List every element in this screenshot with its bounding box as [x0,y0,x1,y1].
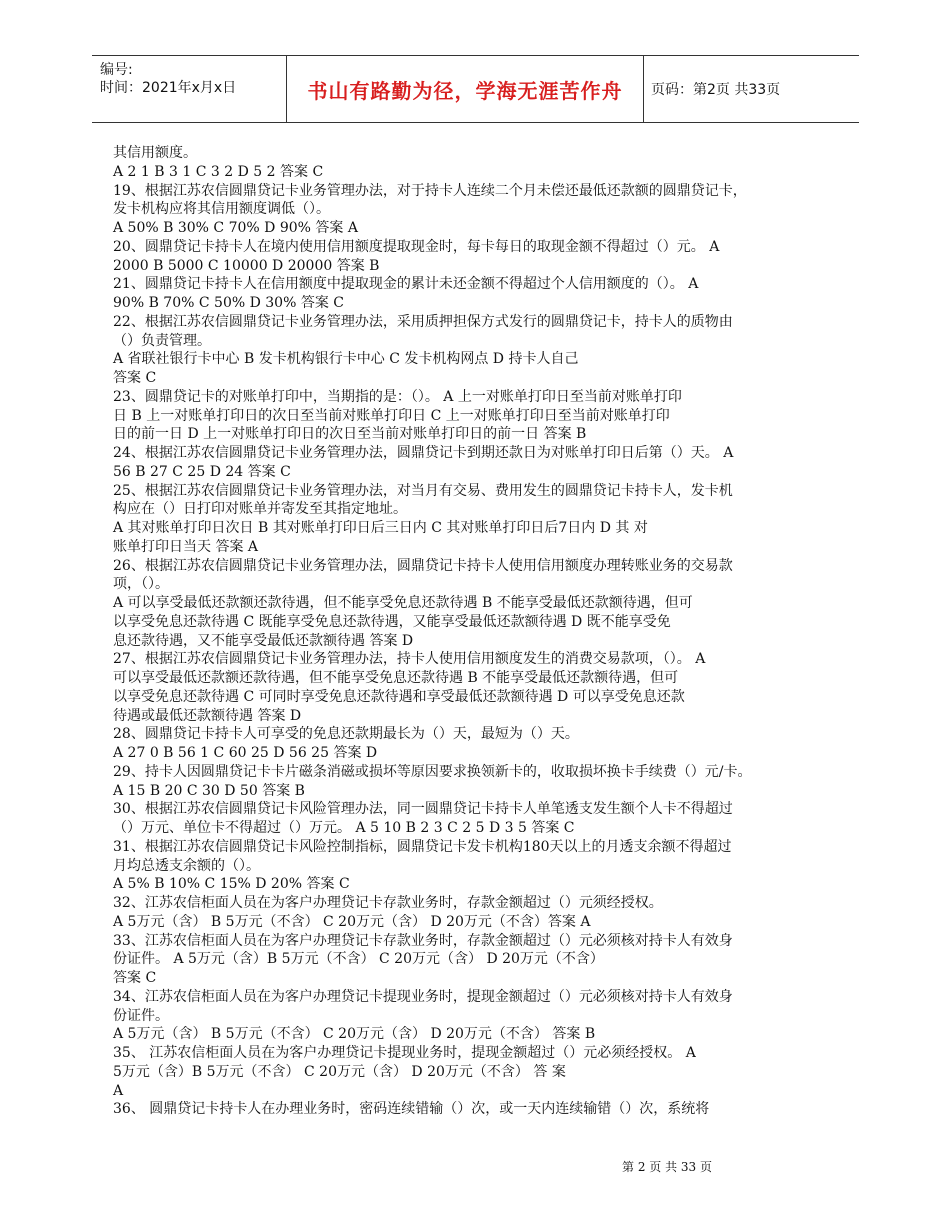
text-line: 构应在（）日打印对账单并寄发至其指定地址。 [113,501,407,518]
text-line: 待遇或最低还款额待遇 答案 D [113,707,302,724]
text-line: 日的前一日 D 上一对账单打印日的次日至当前对账单打印日的前一日 答案 B [113,426,587,443]
text-line: 月均总透支余额的（）。 [113,857,260,874]
text-line: 2000 B 5000 C 10000 D 20000 答案 B [113,257,380,274]
text-line: 以享受免息还款待遇 C 可同时享受免息还款待遇和享受最低还款额待遇 D 可以享受免息还款 [113,688,685,705]
header-motto: 书山有路勤为径，学海无涯苦作舟 [307,78,623,103]
text-line: A 其对账单打印日次日 B 其对账单打印日后三日内 C 其对账单打印日后7日内 D 其 对 [113,520,648,536]
text-line: 22、根据江苏农信圆鼎贷记卡业务管理办法，采用质押担保方式发行的圆鼎贷记卡，持卡人的质物由 [113,313,733,330]
text-line: 账单打印日当天 答案 A [113,538,259,555]
text-line: A 50% B 30% C 70% D 90% 答案 A [113,220,358,236]
text-line: 5万元（含）B 5万元（不含） C 20万元（含） D 20万元（不含） 答 案 [113,1063,566,1080]
text-line: （）万元、单位卡不得超过（）万元。 A 5 10 B 2 3 C 2 5 D 3 5 答案 C [113,820,575,836]
text-line: 其信用额度。 [113,145,197,161]
text-line: 份证件。 A 5万元（含）B 5万元（不含） C 20万元（含） D 20万元（不含） [113,951,604,968]
text-line: 26、根据江苏农信圆鼎贷记卡业务管理办法，圆鼎贷记卡持卡人使用信用额度办理转账业务的交易款 [113,557,733,574]
text-line: 发卡机构应将其信用额度调低（）。 [113,201,330,218]
text-line: 项，（）。 [113,576,169,593]
text-line: A 5万元（含） B 5万元（不含） C 20万元（含） D 20万元（不含） 答案 B [113,1026,596,1043]
header-motto-cell [286,56,644,122]
text-line: 份证件。 [113,1007,169,1024]
text-line: 34、江苏农信柜面人员在为客户办理贷记卡提现业务时，提现金额超过（）元必须核对持卡人有效身 [113,988,733,1005]
text-line: A 5% B 10% C 15% D 20% 答案 C [113,876,350,893]
text-line: 32、江苏农信柜面人员在为客户办理贷记卡存款业务时，存款金额超过（）元须经授权。 [113,895,663,911]
text-line: 息还款待遇，又不能享受最低还款额待遇 答案 D [113,632,414,649]
text-line: 90% B 70% C 50% D 30% 答案 C [113,295,345,311]
text-line: 答案 C [113,370,157,386]
text-line: 日 B 上一对账单打印日的次日至当前对账单打印日 C 上一对账单打印日至当前对账单打印 [113,407,670,424]
text-line: 以享受免息还款待遇 C 既能享受免息还款待遇，又能享受最低还款额待遇 D 既不能享受免 [113,613,671,630]
text-line: 35、 江苏农信柜面人员在为客户办理贷记卡提现业务时，提现金额超过（）元必须经授权。 A [113,1045,696,1061]
text-line: 27、根据江苏农信圆鼎贷记卡业务管理办法，持卡人使用信用额度发生的消费交易款项，（）。 A [113,651,706,668]
text-line: A [113,1082,124,1099]
text-line: （）负责管理。 [113,332,211,349]
text-line: A 2 1 B 3 1 C 3 2 D 5 2 答案 C [113,163,324,180]
text-line: 19、根据江苏农信圆鼎贷记卡业务管理办法，对于持卡人连续二个月未偿还最低还款额的圆鼎贷记卡， [113,182,747,199]
document-code-label: 编号: [100,62,133,78]
text-line: A 27 0 B 56 1 C 60 25 D 56 25 答案 D [113,745,378,761]
text-line: 29、持卡人因圆鼎贷记卡卡片磁条消磁或损坏等原因要求换领新卡的，收取损坏换卡手续费（）元/卡。 [113,763,752,780]
page-footer [0,1158,950,1175]
text-line: A 5万元（含） B 5万元（不含） C 20万元（含） D 20万元（不含）答案 A [113,913,591,930]
text-line: A 省联社银行卡中心 B 发卡机构银行卡中心 C 发卡机构网点 D 持卡人自己 [113,351,579,368]
text-line: 可以享受最低还款额还款待遇，但不能享受免息还款待遇 B 不能享受最低还款额待遇，但可 [113,670,679,686]
document-body [113,144,840,1119]
text-line: 56 B 27 C 25 D 24 答案 C [113,463,291,480]
text-line: 24、根据江苏农信圆鼎贷记卡业务管理办法，圆鼎贷记卡到期还款日为对账单打印日后第（）天。 A [113,445,734,461]
text-line: 25、根据江苏农信圆鼎贷记卡业务管理办法，对当月有交易、费用发生的圆鼎贷记卡持卡人，发卡机 [113,482,733,499]
text-line: 30、根据江苏农信圆鼎贷记卡风险管理办法，同一圆鼎贷记卡持卡人单笔透支发生额个人卡不得超过 [113,801,733,818]
text-line: A 可以享受最低还款额还款待遇，但不能享受免息还款待遇 B 不能享受最低还款额待遇，但可 [113,595,693,611]
page-header [92,55,859,123]
header-page-cell [643,56,859,122]
text-line: 20、圆鼎贷记卡持卡人在境内使用信用额度提取现金时，每卡每日的取现金额不得超过（）元。 A [113,238,720,255]
header-page-code: 页码：第2页 共33页 [651,82,781,98]
header-left-cell [92,56,286,122]
text-line: A 15 B 20 C 30 D 50 答案 B [113,782,305,799]
text-line: 21、圆鼎贷记卡持卡人在信用额度中提取现金的累计未还金额不得超过个人信用额度的（）。 A [113,276,699,293]
footer-page-number: 第 2 页 共 33 页 [622,1160,712,1174]
text-line: 23、圆鼎贷记卡的对账单打印中，当期指的是：（）。 A 上一对账单打印日至当前对账单打印 [113,388,682,405]
document-date-label: 时间：2021年x月x日 [100,80,237,96]
text-line: 答案 C [113,970,157,986]
text-line: 31、根据江苏农信圆鼎贷记卡风险控制指标，圆鼎贷记卡发卡机构180天以上的月透支余额不得超过 [113,838,732,855]
text-line: 28、圆鼎贷记卡持卡人可享受的免息还款期最长为（）天，最短为（）天。 [113,726,579,743]
text-line: 36、 圆鼎贷记卡持卡人在办理业务时，密码连续错输（）次，或一天内连续输错（）次，系统将 [113,1101,710,1118]
text-line: 33、江苏农信柜面人员在为客户办理贷记卡存款业务时，存款金额超过（）元必须核对持卡人有效身 [113,932,733,949]
